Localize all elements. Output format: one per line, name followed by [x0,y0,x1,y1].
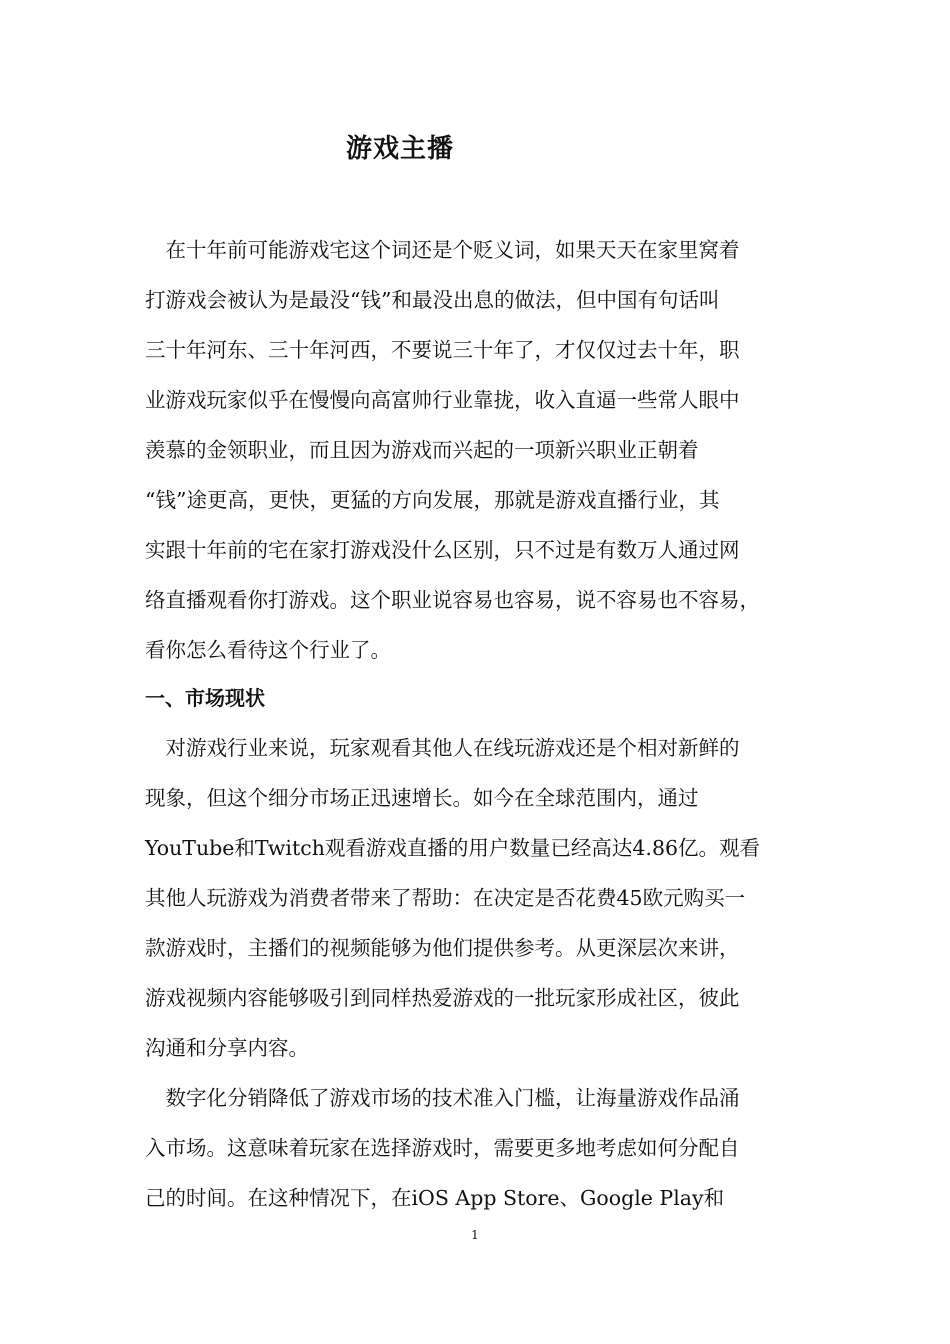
section-heading-market-status: 一、市场现状 [145,686,265,710]
paragraph-line: 在十年前可能游戏宅这个词还是个贬义词，如果天天在家里窝着 [145,238,740,262]
paragraph-line: 款游戏时，主播们的视频能够为他们提供参考。从更深层次来讲， [145,936,740,960]
paragraph-line: 实跟十年前的宅在家打游戏没什么区别，只不过是有数万人通过网 [145,538,740,562]
paragraph-line: 游戏视频内容能够吸引到同样热爱游戏的一批玩家形成社区，彼此 [145,986,740,1010]
paragraph-line: “钱”途更高，更快，更猛的方向发展，那就是游戏直播行业，其 [145,488,720,512]
paragraph-line: 入市场。这意味着玩家在选择游戏时，需要更多地考虑如何分配自 [145,1136,740,1160]
paragraph-line: 沟通和分享内容。 [145,1036,309,1060]
paragraph-line: 其他人玩游戏为消费者带来了帮助：在决定是否花费45欧元购买一 [145,886,746,910]
paragraph-line: 己的时间。在这种情况下，在iOS App Store、Google Play和 [145,1186,725,1210]
paragraph-line: 三十年河东、三十年河西，不要说三十年了，才仅仅过去十年，职 [145,338,740,362]
paragraph-line: YouTube和Twitch观看游戏直播的用户数量已经高达4.86亿。观看 [145,836,761,860]
document-title: 游戏主播 [345,134,454,164]
paragraph-line: 对游戏行业来说，玩家观看其他人在线玩游戏还是个相对新鲜的 [145,736,740,760]
paragraph-intro [145,225,825,675]
paragraph-distribution [145,1073,825,1223]
paragraph-line: 羡慕的金领职业，而且因为游戏而兴起的一项新兴职业正朝着 [145,438,699,462]
paragraph-market [145,723,825,1073]
paragraph-line: 络直播观看你打游戏。这个职业说容易也容易，说不容易也不容易， [145,588,760,612]
paragraph-line: 打游戏会被认为是最没“钱”和最没出息的做法，但中国有句话叫 [145,288,720,312]
paragraph-line: 数字化分销降低了游戏市场的技术准入门槛，让海量游戏作品涌 [145,1086,740,1110]
page-number: 1 [471,1228,479,1242]
paragraph-line: 看你怎么看待这个行业了。 [145,638,391,662]
paragraph-line: 业游戏玩家似乎在慢慢向高富帅行业靠拢，收入直逼一些常人眼中 [145,388,740,412]
paragraph-line: 现象，但这个细分市场正迅速增长。如今在全球范围内，通过 [145,786,699,810]
